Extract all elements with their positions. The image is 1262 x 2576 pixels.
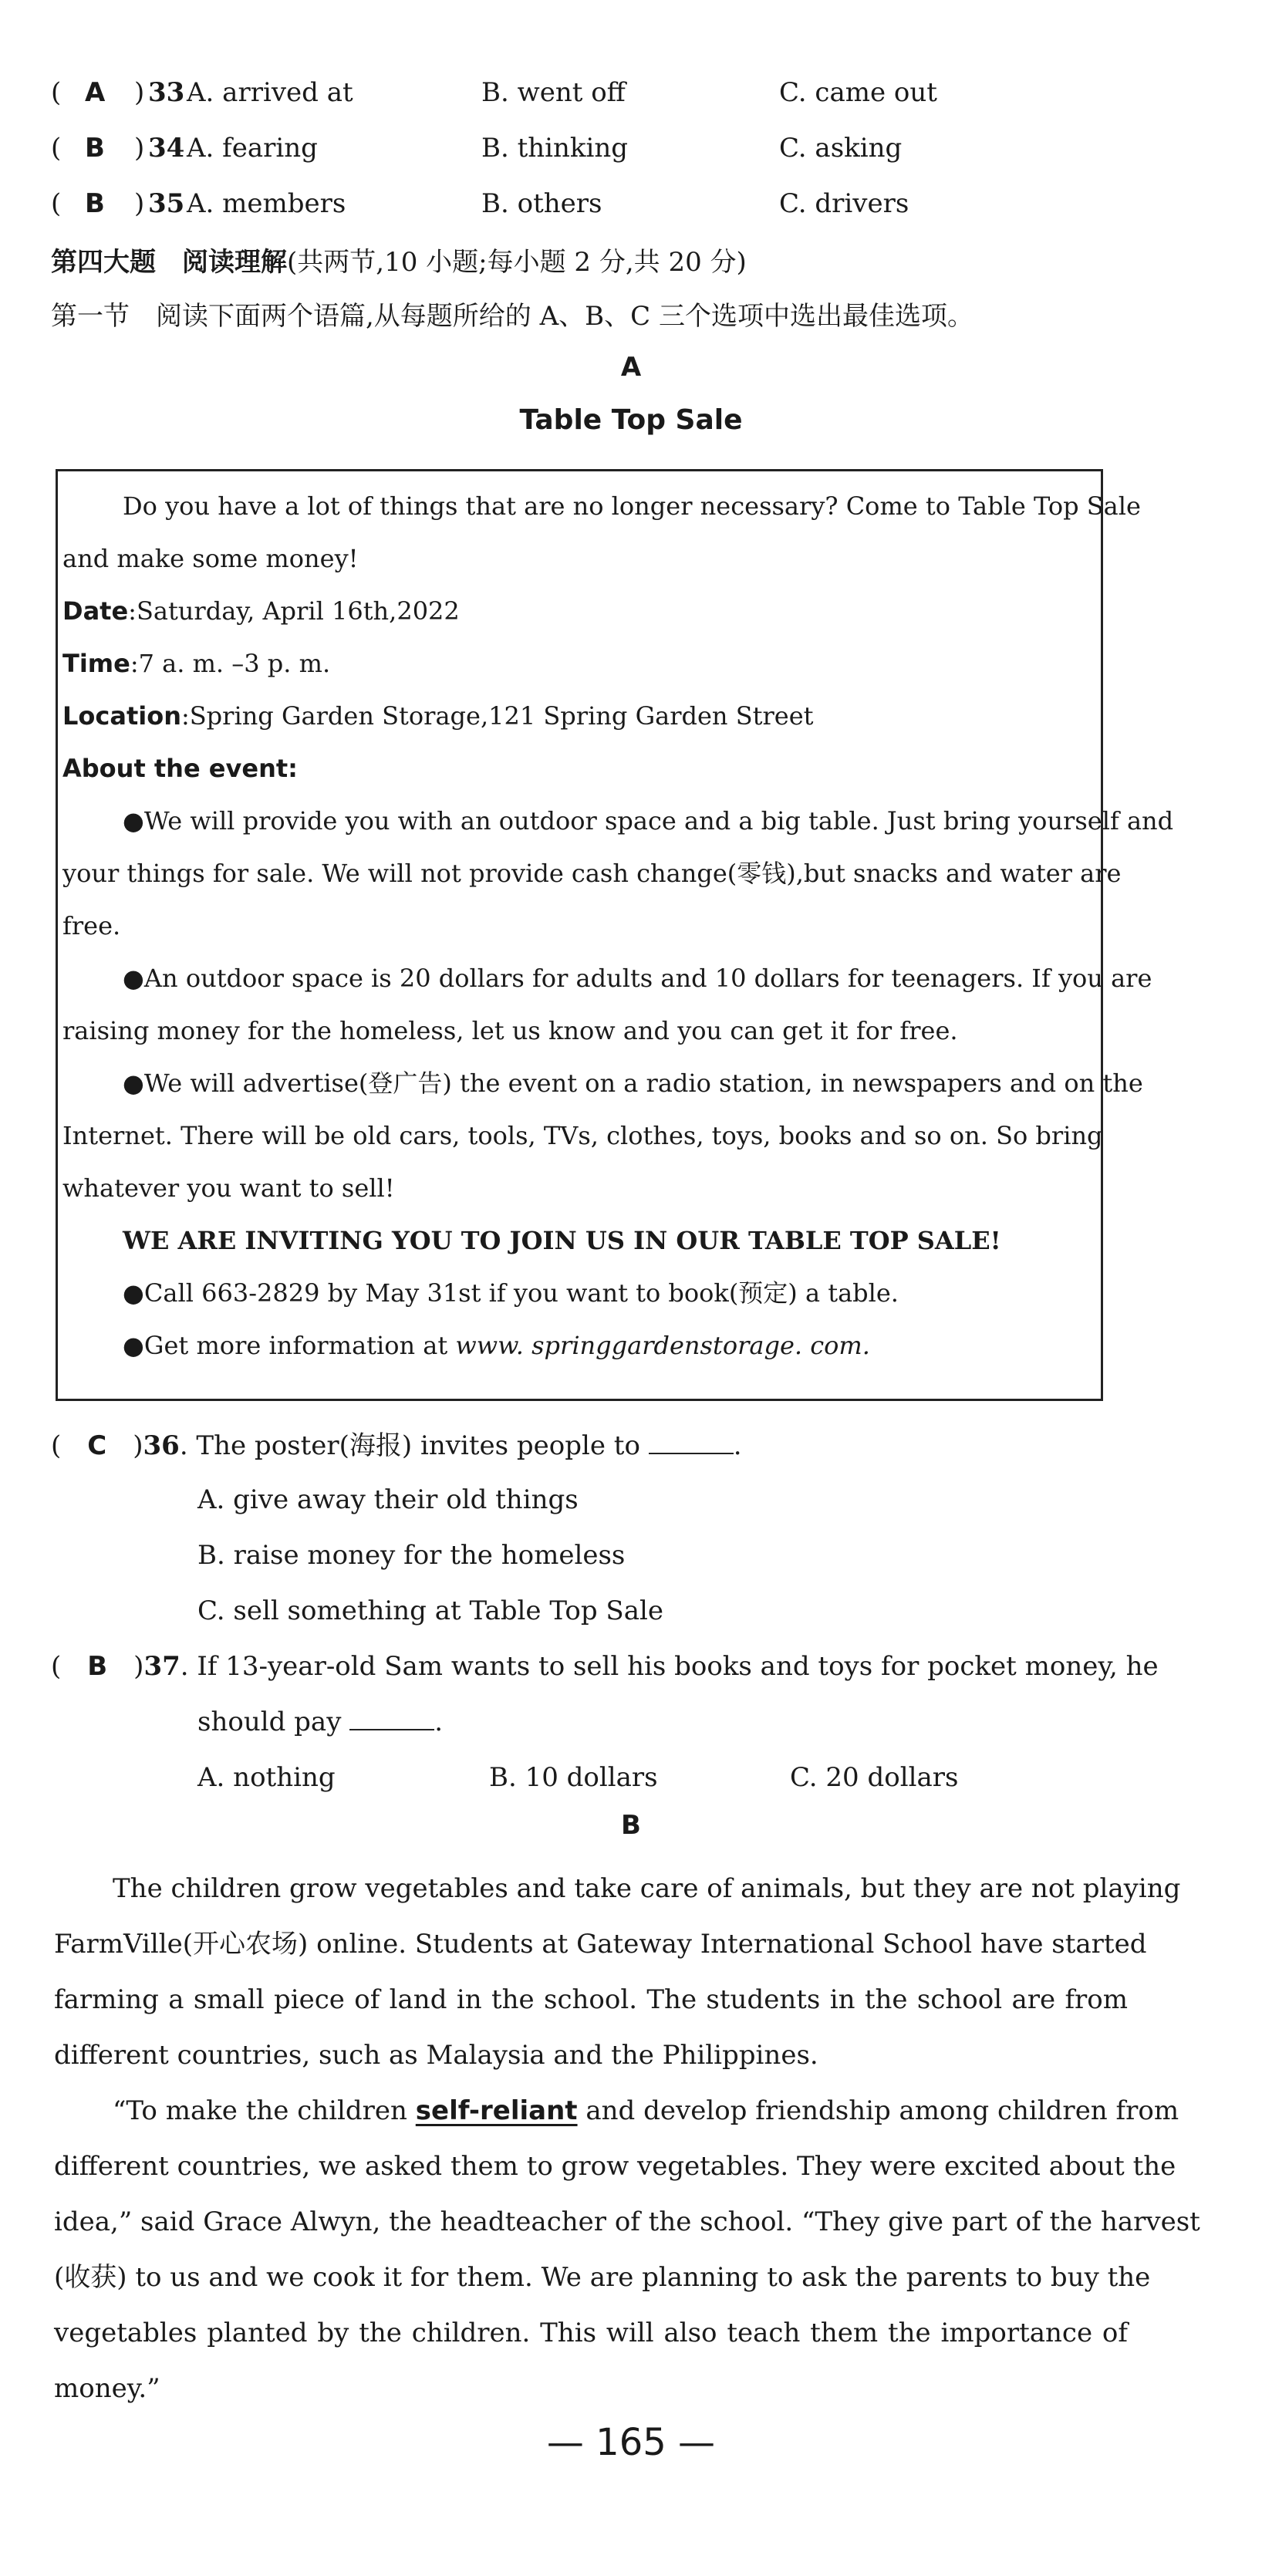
answer-blank <box>649 1425 734 1454</box>
answer-letter: C <box>87 1430 107 1461</box>
question-text: . If 13-year-old Sam wants to sell his books and toys for pocket money, he <box>180 1651 1159 1682</box>
question-number: 33 <box>148 77 185 108</box>
poster-about <box>58 751 1101 786</box>
bullet-1-line: free. <box>62 911 121 940</box>
option-b: B. 10 dollars <box>489 1762 658 1793</box>
info-prefix: ●Get more information at <box>123 1331 456 1360</box>
answer-blank <box>349 1701 434 1730</box>
poster-location <box>58 698 1101 734</box>
answer-paren: ( <box>51 77 62 108</box>
website-link[interactable]: www. springgardenstorage. com. <box>455 1331 870 1360</box>
poster-invite: WE ARE INVITING YOU TO JOIN US IN OUR TABLE TOP SALE! <box>123 1226 1001 1255</box>
question-37-stem-cont: should pay . <box>197 1699 443 1745</box>
poster-date <box>58 593 1101 629</box>
option-a: A. arrived at <box>187 77 353 108</box>
question-37-stem: ( B )37. If 13-year-old Sam wants to sell his books and toys for pocket money, he <box>51 1651 1159 1682</box>
passage-b-line: different countries, such as Malaysia and the Philippines. <box>54 2040 818 2071</box>
bullet-3-line: ●We will advertise(登广告) the event on a radio station, in newspapers and on the <box>123 1069 1143 1098</box>
passage-b-line: FarmVille(开心农场) online. Students at Gateway International School have started <box>54 1929 1147 1960</box>
underlined-word: self-reliant <box>415 2095 578 2126</box>
passage-b-line: idea,” said Grace Alwyn, the headteacher of the school. “They give part of the harvest <box>54 2206 1200 2237</box>
part-four-heading <box>51 241 747 284</box>
question-text: should pay <box>197 1707 342 1737</box>
bullet-2-line: raising money for the homeless, let us know and you can get it for free. <box>62 1016 958 1045</box>
workbook-page: ( A ) 33 A. arrived at B. went off C. came out ( B ) 34 A. fearing B. thinking C. asking ( B ) 35 A. members B. others C. drivers 第四大题 阅读理解(共两节,10 小题;每小题 2 分,共 20 分) 第一节 阅读下面两个语篇,从每题所给的 A、B、C 三个选项中选出最佳选项。 A Table Top Sale Do you have a lot of things that are no longer necessary? Come to Table Top Sale and make some money! Date:Saturday, April 16th,2022 Time:7 a. m. –3 p. m. Location:Spring Garden Storage,121 Spring Garden Street About the event: ●We will provide you with an outdoor space and a big table. Just bring yourself and your things for sale. We will not provide cash change(零钱),but snacks and water are free. ●An outdoor space is 20 dollars for adults and 10 dollars for teenagers. If you are raising money for the homeless, let us know and you can get it for free. ●We will advertise(登广告) the event on a radio station, in newspapers and on the Internet. There will be old cars, tools, TVs, clothes, toys, books and so on. So bring whatever you want to sell! WE ARE INVITING YOU TO JOIN US IN OUR TABLE TOP SALE! ●Call 663-2829 by May 31st if you want to book(预定) a table. ●Get more information at www. springgardenstorage. com. ( C )36. The poster(海报) invites people to . A. give away their old things B. raise money for the homeless C. sell something at Table Top Sale ( B )37. If 13-year-old Sam wants to sell his books and toys for pocket money, he should pay . A. nothing B. 10 dollars C. 20 dollars B The children grow vegetables and take care of animals, but they are not playing FarmVille(开心农场) online. Students at Gateway International School have started farming a small piece of land in the school. The students in the school are from different countries, such as Malaysia and the Philippines. “To make the children self-reliant and develop friendship among children from different countries, we asked them to grow vegetables. They were excited about the idea,” said Grace Alwyn, the headteacher of the school. “They give part of the harvest (收获) to us and we cook it for them. We are planning to ask the parents to buy the vegetables planted by the children. This will also teach them the importance of money.” — 165 — <box>0 0 1262 2576</box>
time-value: :7 a. m. –3 p. m. <box>130 649 331 678</box>
bullet-3-line: whatever you want to sell! <box>62 1173 395 1203</box>
poster-call: ●Call 663-2829 by May 31st if you want to book(预定) a table. <box>123 1278 899 1308</box>
answer-letter: B <box>87 1651 108 1682</box>
section-one-instructions: 第一节 阅读下面两个语篇,从每题所给的 A、B、C 三个选项中选出最佳选项。 <box>51 301 973 332</box>
time-label: Time <box>62 649 130 678</box>
option-a: A. give away their old things <box>197 1484 579 1515</box>
part-four-note: (共两节,10 小题;每小题 2 分,共 20 分) <box>287 247 747 278</box>
question-36-stem: ( C )36. The poster(海报) invites people to . <box>51 1423 742 1469</box>
passage-b-line: vegetables planted by the children. This will also teach them the importance of <box>54 2318 1128 2348</box>
option-b: B. raise money for the homeless <box>197 1540 626 1571</box>
bullet-3-line: Internet. There will be old cars, tools, TVs, clothes, toys, books and so on. So bring <box>62 1121 1103 1150</box>
bullet-2-line: ●An outdoor space is 20 dollars for adults and 10 dollars for teenagers. If you are <box>123 964 1152 993</box>
question-number: 37 <box>143 1651 181 1682</box>
option-a: A. fearing <box>187 133 318 164</box>
passage-b-line: farming a small piece of land in the school. The students in the school are from <box>54 1984 1128 2015</box>
passage-b-letter: B <box>621 1810 641 1841</box>
date-label: Date <box>62 596 129 626</box>
answer-letter: B <box>85 133 105 164</box>
bullet-1-line: ●We will provide you with an outdoor space and a big table. Just bring yourself and <box>123 806 1174 836</box>
about-label: About the event: <box>62 754 298 783</box>
passage-b-line: different countries, we asked them to grow vegetables. They were excited about the <box>54 2151 1176 2182</box>
location-value: :Spring Garden Storage,121 Spring Garden Street <box>181 701 814 731</box>
option-c: C. drivers <box>779 188 909 219</box>
passage-b-line: money.” <box>54 2373 160 2404</box>
page-number: — 165 — <box>546 2421 716 2464</box>
option-a: A. members <box>187 188 346 219</box>
option-a: A. nothing <box>197 1762 336 1793</box>
answer-letter: A <box>85 77 106 108</box>
bullet-1-line: your things for sale. We will not provide cash change(零钱),but snacks and water are <box>62 859 1122 888</box>
date-value: :Saturday, April 16th,2022 <box>128 596 460 626</box>
option-b: B. went off <box>481 77 626 108</box>
option-c: C. sell something at Table Top Sale <box>197 1595 663 1626</box>
question-number: 34 <box>148 133 185 164</box>
question-text: . The poster(海报) invites people to <box>179 1430 640 1461</box>
part-four-title: 第四大题 阅读理解 <box>51 247 287 278</box>
poster-info <box>58 1328 1101 1363</box>
option-c: C. asking <box>779 133 903 164</box>
poster-intro-line: and make some money! <box>62 544 359 573</box>
option-b: B. thinking <box>481 133 629 164</box>
passage-b-line: “To make the children self-reliant and develop friendship among children from <box>113 2095 1179 2126</box>
answer-letter: B <box>85 188 105 219</box>
question-number: 35 <box>148 188 185 219</box>
passage-a-letter: A <box>620 352 642 383</box>
option-c: C. came out <box>779 77 937 108</box>
location-label: Location <box>62 701 181 731</box>
poster-intro-line: Do you have a lot of things that are no longer necessary? Come to Table Top Sale <box>123 491 1141 521</box>
passage-a-title: Table Top Sale <box>519 404 743 436</box>
question-number: 36 <box>143 1430 180 1461</box>
poster-box <box>56 469 1174 1401</box>
passage-b-line: The children grow vegetables and take care of animals, but they are not playing <box>113 1873 1181 1904</box>
passage-b-line: (收获) to us and we cook it for them. We are planning to ask the parents to buy the <box>54 2262 1151 2293</box>
poster-time <box>58 646 1101 681</box>
option-b: B. others <box>481 188 602 219</box>
option-c: C. 20 dollars <box>790 1762 959 1793</box>
